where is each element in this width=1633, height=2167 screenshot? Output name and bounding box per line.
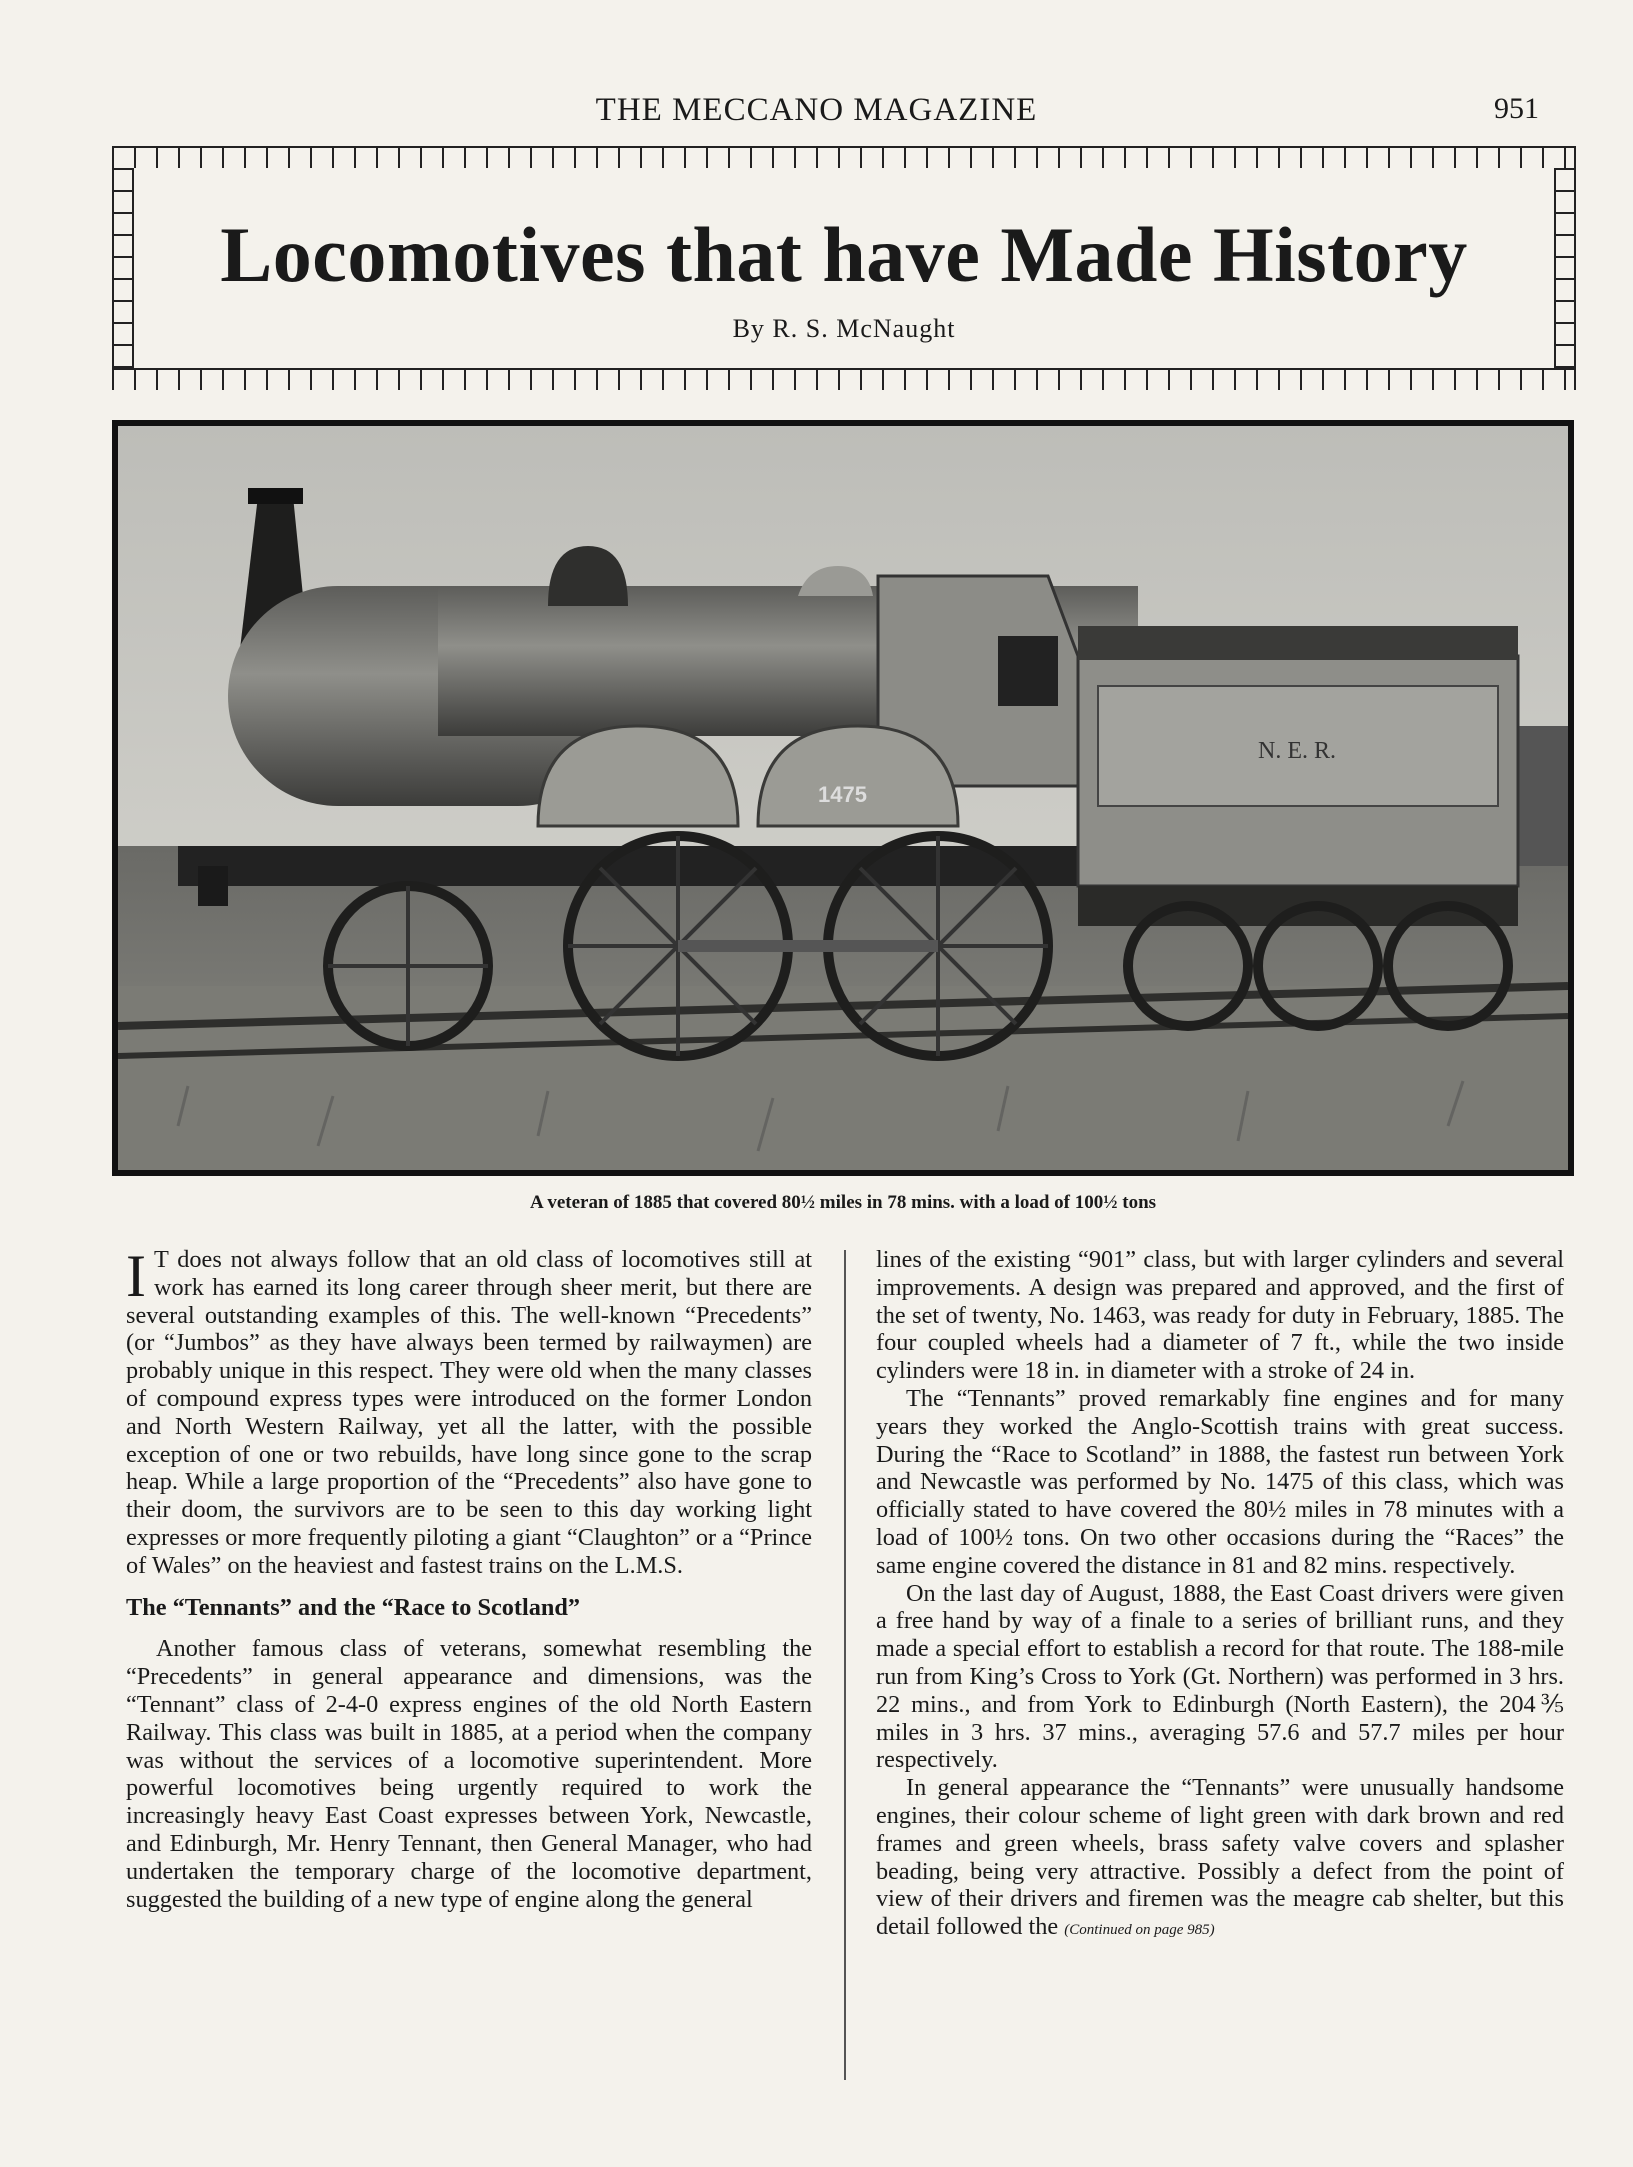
paragraph [876,1774,1564,1945]
paragraph-text: In general appearance the “Tennants” were unusually handsome engines, their colour scheme of light green with dark brown and red frames and green wheels, brass safety valve covers and splasher beading, being very attractive. Possibly a defect from the point of view of their drivers and firemen was the meagre cab shelter, but this detail followed the [876,1774,1564,1941]
drop-cap: I [126,1243,146,1309]
decorative-border-bottom [112,368,1576,390]
section-subheading: The “Tennants” and the “Race to Scotland” [126,1593,581,1621]
byline: By R. S. McNaught [732,314,956,343]
tender-lettering: N. E. R. [1258,738,1336,764]
paragraph: On the last day of August, 1888, the East Coast drivers were given a free hand by way of a finale to a series of brilliant runs, and they made a special effort to establish a record for that route. The 188-mile run from King’s Cross to York (Gt. Northern) was performed in 3 hrs. 22 mins., and from York to Edinburgh (North Eastern), the 204⅗ miles in 3 hrs. 37 mins., averaging 57.6 and 57.7 miles per hour respectively. [876,1579,1564,1774]
paragraph: The “Tennants” proved remarkably fine engines and for many years they worked the Anglo-Scottish trains with great success. During the “Race to Scotland” in 1888, the fastest run between York and Newcastle was performed by No. 1475 of this class, which was officially stated to have covered the 80½ miles in 78 minutes with a load of 100½ tons. On two other occasions during the “Races” the same engine covered the distance in 81 and 82 mins. respectively. [876,1384,1564,1579]
engine-number: 1475 [818,782,867,807]
right-column [876,1246,1564,1945]
title-box [112,146,1576,390]
left-column [126,1243,812,1913]
locomotive-photo [112,420,1574,1176]
opening-paragraph [126,1243,812,1580]
decorative-border-top [112,146,1576,168]
page-number: 951 [1494,92,1539,125]
article-title: Locomotives that have Made History [220,211,1468,298]
column-divider [844,1250,846,2080]
locomotive-illustration [118,426,1568,1170]
paragraph: Another famous class of veterans, somewhat resembling the “Precedents” in general appearance and dimensions, was the “Tennant” class of 2-4-0 express engines of the old North Eastern Railway. This class was built in 1885, at a period when the company was without the services of a locomotive superintendent. More powerful locomotives being urgently required to work the increasingly heavy East Coast expresses between York, Newcastle, and Edinburgh, Mr. Henry Tennant, then General Manager, who had undertaken the temporary charge of the locomotive department, suggested the building of a new type of engine along the general [126,1635,812,1913]
running-head [0,92,1633,132]
photo-caption: A veteran of 1885 that covered 80½ miles in 78 mins. with a load of 100½ tons [529,1192,1157,1213]
opening-paragraph-text: T does not always follow that an old class of locomotives still at work has earned its long career through sheer merit, but there are several outstanding examples of this. The well-known “Precedents” (or “Jumbos” as they have always been termed by railwaymen) are probably unique in this respect. They were old when the many classes of compound express types were introduced on the former London and North Western Railway, yet all the latter, with the possible exception of one or two rebuilds, have long since gone to the scrap heap. While a large proportion of the “Precedents” also have gone to their doom, the survivors are to be seen to this day working light expresses or more frequently piloting a giant “Claughton” or a “Prince of Wales” on the heaviest and fastest trains on the L.M.S. [126,1246,812,1579]
paragraph: lines of the existing “901” class, but with larger cylinders and several improvements. A design was prepared and approved, and the first of the set of twenty, No. 1463, was ready for duty in February, 1885. The four coupled wheels had a diameter of 7 ft., while the two inside cylinders were 18 in. in diameter with a stroke of 24 in. [876,1246,1564,1385]
continued-note: (Continued on page 985) [1064,1922,1215,1939]
magazine-title: THE MECCANO MAGAZINE [595,92,1038,128]
